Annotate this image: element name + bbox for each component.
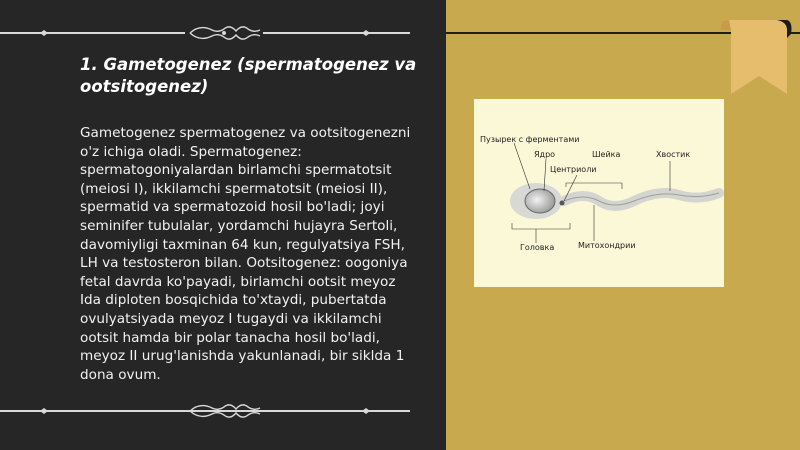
label-neck: Шейка (592, 150, 621, 159)
label-vesicle: Пузырек с ферментами (480, 135, 580, 144)
slide-title: 1. Gametogenez (spermatogenez va ootsitogenez) (80, 55, 417, 96)
label-nucleus: Ядро (534, 150, 556, 159)
label-centrioles: Центриоли (550, 165, 597, 174)
top-end-marks-icon (0, 22, 410, 44)
sperm-diagram (474, 99, 724, 287)
sperm-illustration-icon (474, 99, 724, 287)
label-tail: Хвостик (656, 150, 691, 159)
label-head: Головка (520, 243, 555, 252)
bookmark-ribbon-icon (717, 16, 793, 98)
slide-body-text: Gametogenez spermatogenez va ootsitogenezni o'z ichiga oladi. Spermatogenez: spermatogoniyalardan birlamchi spermatotsit (meiosi I), ikkilamchi spermatotsit (meiosi II), spermatid va spermatozoid hosil bo'ladi; joyi seminifer tubulalar, yordamchi hujayra Sertoli, davomiyligi taxminan 64 kun, regulyatsiya FSH, LH va testosteron bilan. Ootsitogenez: oogoniya fetal davrda ko'payadi, birlamchi ootsit meyoz Ida diploten bosqichida to'xtaydi, pubertatda ovulyatsiyada meyoz I tugaydi va ikkilamchi ootsit hamda bir polar tanacha hosil bo'ladi, meyoz II urug'lanishda yakunlanadi, bir siklda 1 dona ovum. (80, 125, 411, 383)
label-mitochondria: Митохондрии (578, 241, 636, 250)
